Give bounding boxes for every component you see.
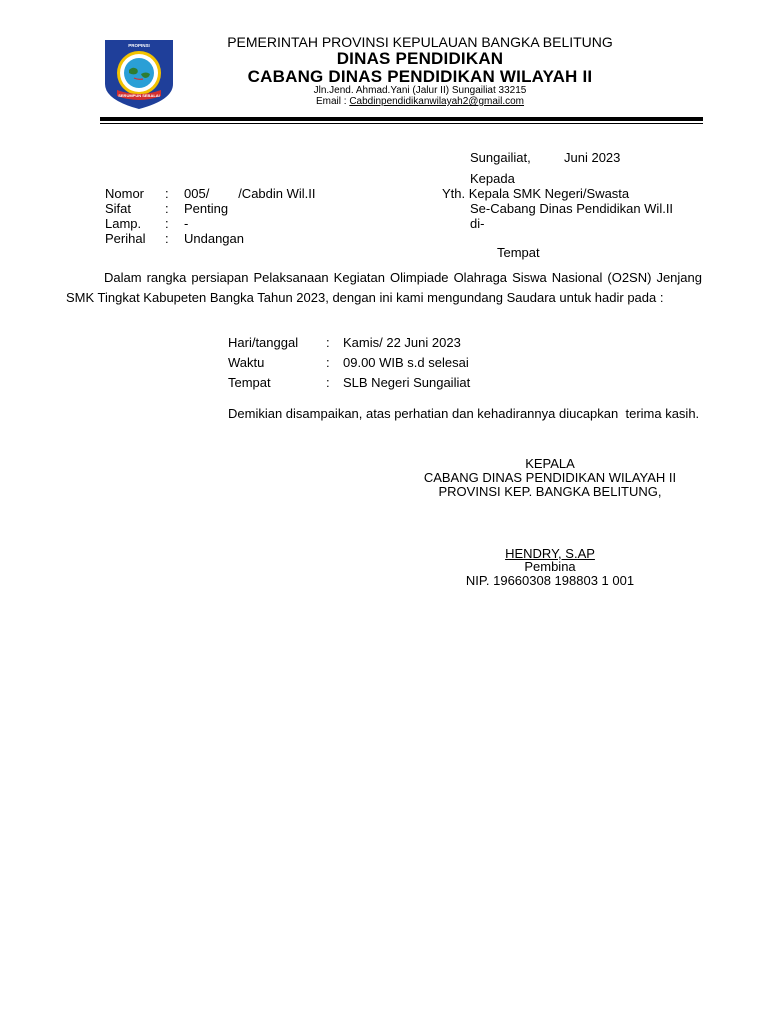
- shield-emblem-icon: [103, 38, 175, 110]
- detail-sep: :: [326, 335, 330, 350]
- signature-name: HENDRY, S.AP: [505, 546, 595, 561]
- meta-label-perihal: Perihal: [105, 231, 146, 246]
- province-logo: [103, 38, 175, 110]
- detail-value-date: Kamis/ 22 Juni 2023: [343, 335, 461, 350]
- detail-sep: :: [326, 375, 330, 390]
- detail-value-place: SLB Negeri Sungailiat: [343, 375, 471, 390]
- signature-title: KEPALA: [525, 456, 575, 471]
- meta-sep: :: [165, 186, 169, 201]
- meta-label-lamp: Lamp.: [105, 216, 142, 231]
- email-label: Email :: [315, 96, 350, 107]
- signature-rank: Pembina: [524, 559, 576, 574]
- letterhead-government: PEMERINTAH PROVINSI KEPULAUAN BANGKA BELITUNG: [227, 34, 613, 50]
- intro-paragraph: Dalam rangka persiapan Pelaksanaan Kegiatan Olimpiade Olahraga Siswa Nasional (O2SN) Jenjang SMK Tingkat Kabupeten Bangka Tahun 2023, dengan ini kami mengundang Saudara untuk hadir pada :: [66, 270, 702, 305]
- letterhead-agency: DINAS PENDIDIKAN: [336, 49, 504, 68]
- detail-label-time: Waktu: [228, 355, 265, 370]
- detail-label-place: Tempat: [228, 375, 271, 390]
- meta-value-nomor: 005/ /Cabdin Wil.II: [184, 186, 316, 201]
- meta-label-nomor: Nomor: [105, 186, 145, 201]
- meta-value-lamp: -: [184, 216, 189, 231]
- header-rule-thin: [100, 123, 703, 124]
- signature-province: PROVINSI KEP. BANGKA BELITUNG,: [438, 484, 662, 499]
- signature-office: CABANG DINAS PENDIDIKAN WILAYAH II: [423, 470, 677, 485]
- recipient-tempat: Tempat: [497, 245, 540, 260]
- recipient-se: Se-Cabang Dinas Pendidikan Wil.II: [470, 201, 674, 216]
- meta-sep: :: [165, 231, 169, 246]
- logo-top-text: PROPINSI: [128, 43, 150, 48]
- closing-paragraph: Demikian disampaikan, atas perhatian dan kehadirannya diucapkan terima kasih.: [228, 406, 700, 421]
- meta-sep: :: [165, 201, 169, 216]
- date-place: Sungailiat,: [470, 150, 531, 165]
- detail-sep: :: [326, 355, 330, 370]
- recipient-yth: Yth. Kepala SMK Negeri/Swasta: [442, 186, 630, 201]
- meta-sep: :: [165, 216, 169, 231]
- letterhead-branch: CABANG DINAS PENDIDIKAN WILAYAH II: [247, 67, 593, 86]
- header-rule-thick: [100, 117, 703, 121]
- date-month-year: Juni 2023: [564, 150, 621, 165]
- meta-label-sifat: Sifat: [105, 201, 132, 216]
- recipient-di: di-: [470, 216, 485, 231]
- detail-value-time: 09.00 WIB s.d selesai: [343, 355, 469, 370]
- logo-banner-text: SERUMPUN SEBALAI: [118, 93, 160, 98]
- meta-value-perihal: Undangan: [184, 231, 244, 246]
- recipient-kepada: Kepada: [470, 171, 515, 186]
- meta-value-sifat: Penting: [184, 201, 229, 216]
- signature-nip: NIP. 19660308 198803 1 001: [465, 573, 635, 588]
- email-link[interactable]: Cabdinpendidikanwilayah2@gmail.com: [349, 96, 525, 107]
- letterhead-email-line: [180, 96, 660, 107]
- letterhead-address: Jln.Jend. Ahmad.Yani (Jalur II) Sungailiat 33215: [313, 85, 527, 96]
- detail-label-date: Hari/tanggal: [228, 335, 299, 350]
